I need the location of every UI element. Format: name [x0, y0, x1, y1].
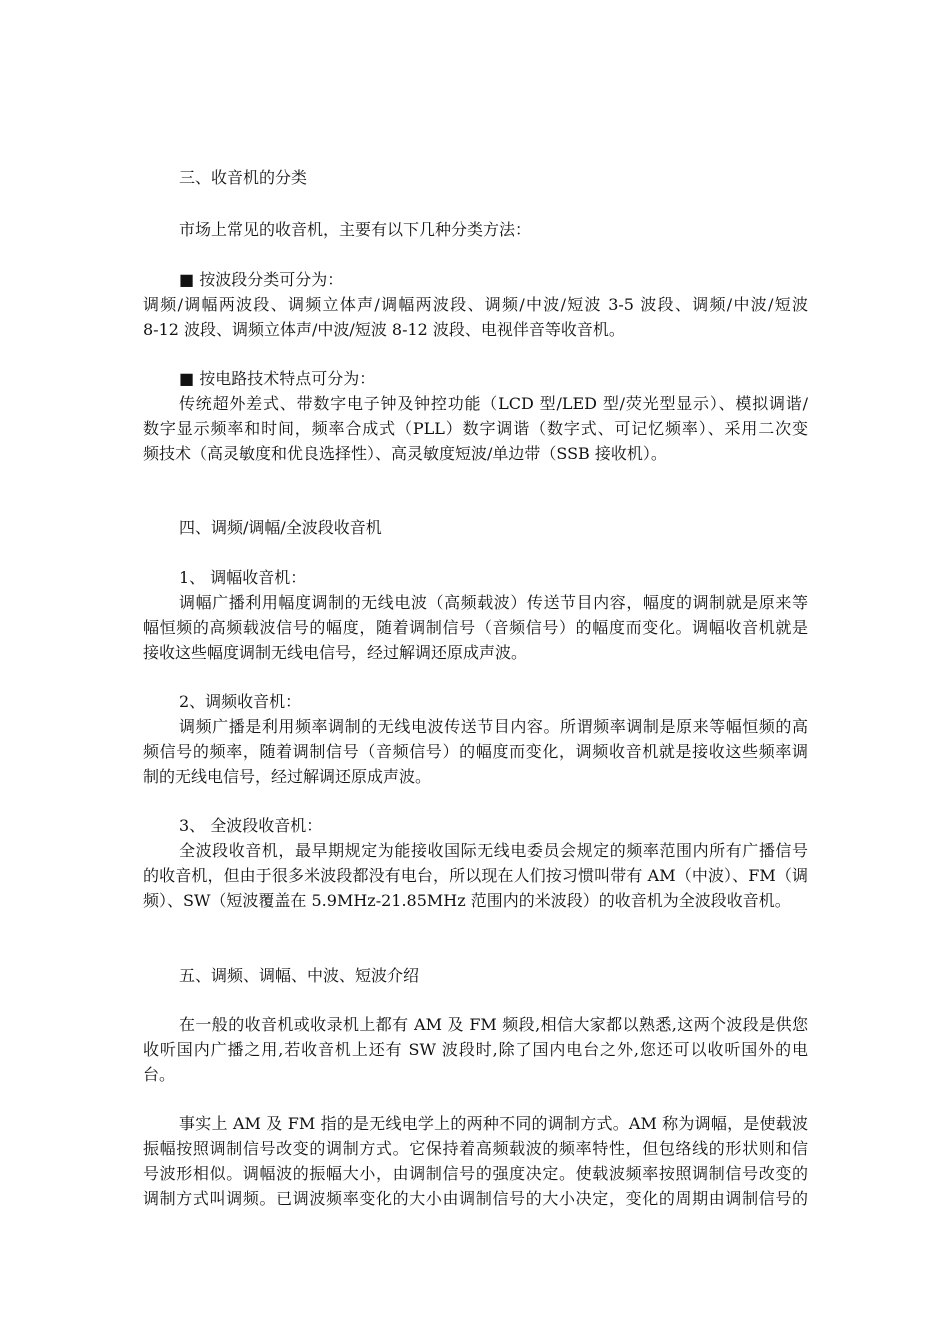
paragraph-line: 台。 [143, 1065, 176, 1084]
allband-radio-line: 全波段收音机，最早期规定为能接收国际无线电委员会规定的频率范围内所有广播信号 [179, 841, 808, 860]
band-classification-line: 8-12 波段、调频立体声/中波/短波 8-12 波段、电视伴音等收音机。 [143, 320, 625, 339]
fm-radio-heading: 2、调频收音机： [179, 692, 302, 711]
fm-radio-line: 调频广播是利用频率调制的无线电波传送节目内容。所谓频率调制是原来等幅恒频的高 [179, 717, 808, 736]
allband-radio-line: 频）、SW（短波覆盖在 5.9MHz-21.85MHz 范围内的米波段）的收音机为全波段收音机。 [143, 891, 791, 910]
fm-radio-line: 制的无线电信号，经过解调还原成声波。 [143, 767, 432, 786]
circuit-classification-line: 传统超外差式、带数字电子钟及钟控功能（LCD 型/LED 型/荧光型显示）、模拟调谐/ [179, 394, 808, 413]
paragraph-line: 号波形相似。调幅波的振幅大小，由调制信号的强度决定。使载波频率按照调制信号改变的 [143, 1164, 808, 1183]
section-heading-4: 四、调频/调幅/全波段收音机 [179, 518, 382, 537]
paragraph-line: 调制方式叫调频。已调波频率变化的大小由调制信号的大小决定，变化的周期由调制信号的 [143, 1189, 808, 1208]
am-radio-heading: 1、 调幅收音机： [179, 568, 307, 587]
band-classification-heading: ■ 按波段分类可分为： [179, 270, 344, 289]
allband-radio-heading: 3、 全波段收音机： [179, 816, 323, 835]
intro-text: 市场上常见的收音机，主要有以下几种分类方法： [179, 220, 532, 239]
circuit-classification-line: 数字显示频率和时间，频率合成式（PLL）数字调谐（数字式、可记忆频率）、采用二次变 [143, 419, 808, 438]
paragraph-line: 在一般的收音机或收录机上都有 AM 及 FM 频段,相信大家都以熟悉,这两个波段是供您 [179, 1015, 808, 1034]
circuit-classification-heading: ■ 按电路技术特点可分为： [179, 369, 376, 388]
allband-radio-line: 的收音机，但由于很多米波段都没有电台，所以现在人们按习惯叫带有 AM（中波）、FM（调 [143, 866, 808, 885]
am-radio-line: 接收这些幅度调制无线电信号，经过解调还原成声波。 [143, 643, 528, 662]
band-classification-line: 调频/调幅两波段、调频立体声/调幅两波段、调频/中波/短波 3-5 波段、调频/中波/短波 [143, 295, 808, 314]
am-radio-line: 幅恒频的高频载波信号的幅度，随着调制信号（音频信号）的幅度而变化。调幅收音机就是 [143, 618, 808, 637]
section-heading-3: 三、收音机的分类 [179, 168, 308, 187]
paragraph-line: 事实上 AM 及 FM 指的是无线电学上的两种不同的调制方式。AM 称为调幅，是使载波 [179, 1114, 808, 1133]
circuit-classification-line: 频技术（高灵敏度和优良选择性）、高灵敏度短波/单边带（SSB 接收机）。 [143, 444, 667, 463]
am-radio-line: 调幅广播利用幅度调制的无线电波（高频载波）传送节目内容，幅度的调制就是原来等 [179, 593, 808, 612]
paragraph-line: 振幅按照调制信号改变的调制方式。它保持着高频载波的频率特性，但包络线的形状则和信 [143, 1139, 808, 1158]
section-heading-5: 五、调频、调幅、中波、短波介绍 [179, 966, 420, 985]
paragraph-line: 收听国内广播之用,若收音机上还有 SW 波段时,除了国内电台之外,您还可以收听国外的电 [143, 1040, 808, 1059]
fm-radio-line: 频信号的频率，随着调制信号（音频信号）的幅度而变化，调频收音机就是接收这些频率调 [143, 742, 808, 761]
